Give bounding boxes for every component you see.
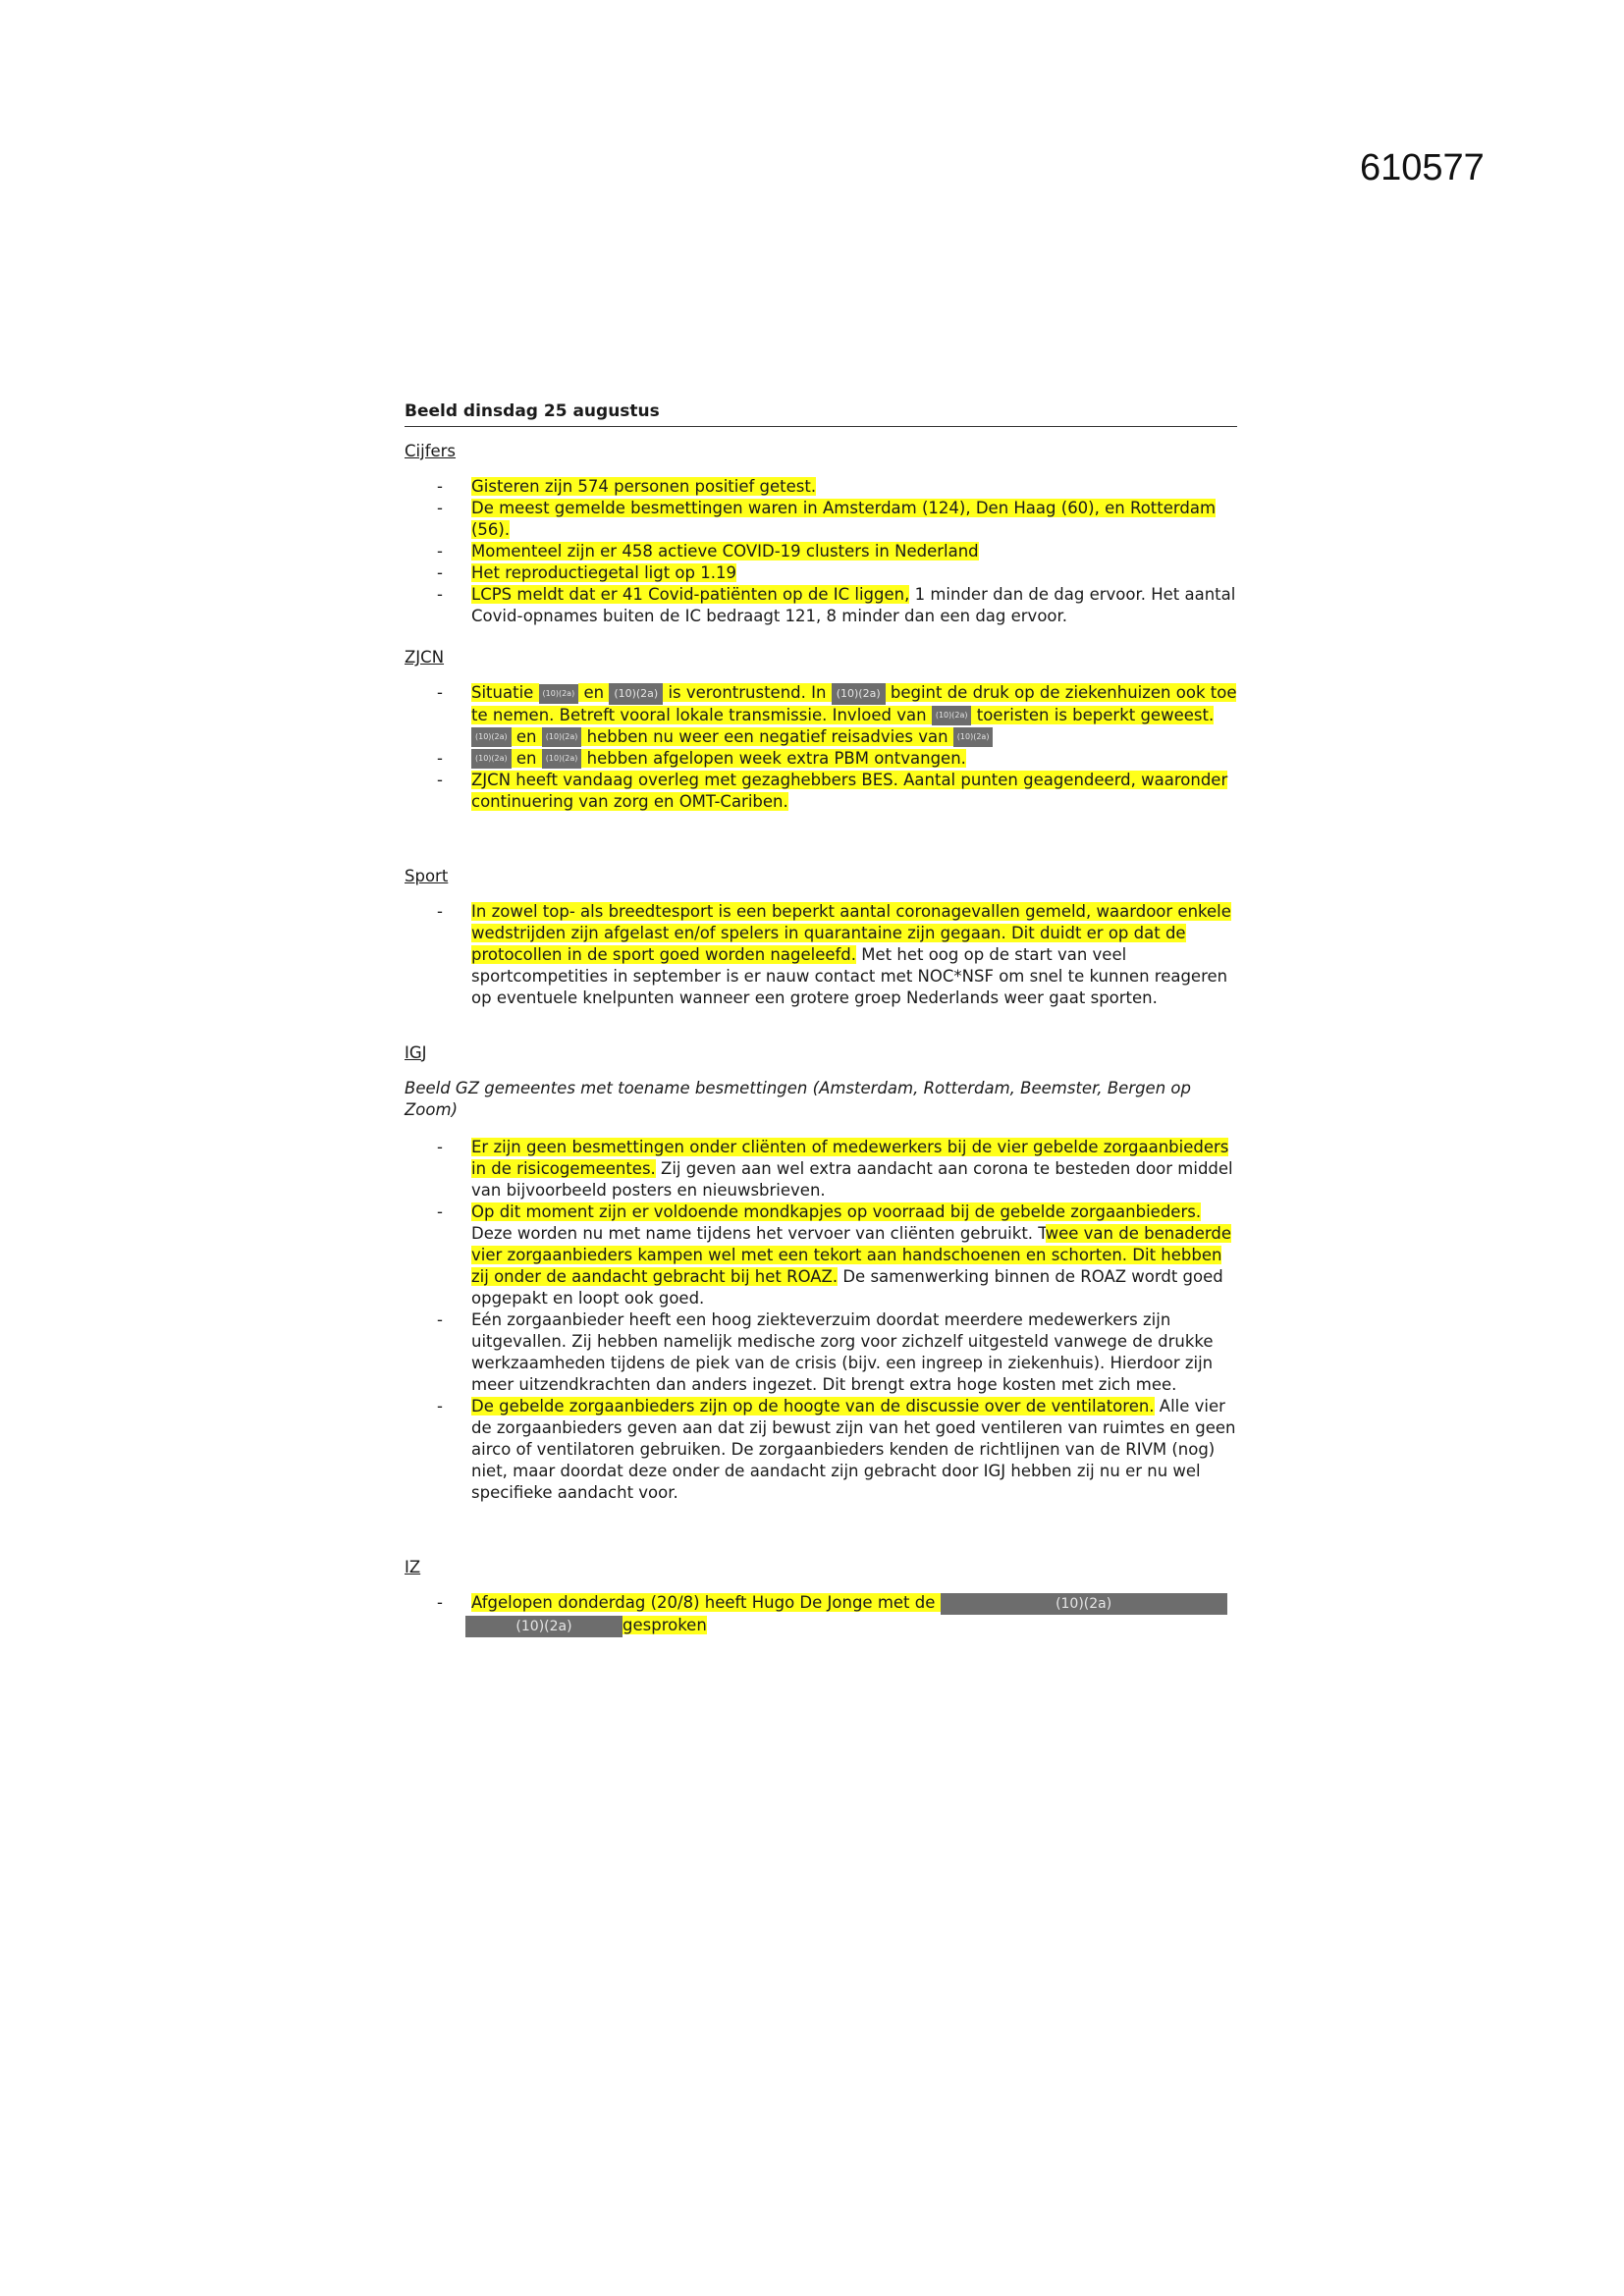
section-subtitle: Beeld GZ gemeentes met toename besmettingen (Amsterdam, Rotterdam, Beemster, Bergen op Zoom) (405, 1078, 1191, 1119)
list-item: - In zowel top- als breedtesport is een beperkt aantal coronagevallen gemeld, waardoor enkele wedstrijden zijn afgelast en/of spelers in quarantaine zijn gegaan. Dit duidt er op dat de protocollen in de sport goed worden nageleefd. Met het oog op de start van veel sportcompetities in september is er nauw contact met NOC*NSF om snel te kunnen reageren op eventuele knelpunten wanneer een grotere groep Nederlands weer gaat sporten. (405, 901, 1237, 1009)
cijfers-list (405, 476, 1237, 627)
list-item: - LCPS meldt dat er 41 Covid-patiënten op de IC liggen, 1 minder dan de dag ervoor. Het aantal Covid-opnames buiten de IC bedraagt 121, 8 minder dan een dag ervoor. (405, 584, 1237, 627)
list-item: - ZJCN heeft vandaag overleg met gezaghebbers BES. Aantal punten geagendeerd, waaronder continuering van zorg en OMT-Cariben. (405, 770, 1237, 813)
redaction-block: (10)(2a) (539, 684, 579, 704)
igj-list (405, 1137, 1237, 1504)
list-item: - Situatie (10)(2a) en (10)(2a) is verontrustend. In (10)(2a) begint de druk op de ziekenhuizen ook toe te nemen. Betreft vooral lokale transmissie. Invloed van (10)(2a) toeristen is beperkt geweest. (10)(2a) en (10)(2a) hebben nu weer een negatief reisadvies van (10)(2a) (405, 682, 1237, 748)
section-title-zjcn: ZJCN (405, 648, 445, 667)
redaction-block: (10)(2a) (832, 683, 886, 705)
list-item: - (10)(2a) en (10)(2a) hebben afgelopen week extra PBM ontvangen. (405, 748, 1237, 770)
section-title-cijfers: Cijfers (405, 442, 457, 460)
redaction-block: (10)(2a) (609, 683, 663, 705)
redaction-block: (10)(2a) (542, 727, 582, 747)
redaction-block: (10)(2a) (471, 727, 512, 747)
document-body (405, 400, 1237, 1637)
redaction-block: (10)(2a) (932, 706, 972, 725)
redaction-block: (10)(2a) (953, 727, 994, 747)
list-item: - De meest gemelde besmettingen waren in Amsterdam (124), Den Haag (60), en Rotterdam (56). (405, 498, 1237, 541)
redaction-block: (10)(2a) (542, 749, 582, 769)
list-item: - Momenteel zijn er 458 actieve COVID-19 clusters in Nederland (405, 541, 1237, 562)
document-title: Beeld dinsdag 25 augustus (405, 400, 1237, 427)
zjcn-list (405, 682, 1237, 813)
sport-list (405, 901, 1237, 1009)
list-item: - Gisteren zijn 574 personen positief getest. (405, 476, 1237, 498)
section-title-igj: IGJ (405, 1042, 427, 1062)
iz-list (405, 1592, 1237, 1637)
list-item: - Afgelopen donderdag (20/8) heeft Hugo De Jonge met de (10)(2a) (10)(2a) gesproken (405, 1592, 1237, 1637)
redaction-block: (10)(2a) (465, 1616, 623, 1637)
list-item: - Op dit moment zijn er voldoende mondkapjes op voorraad bij de gebelde zorgaanbieders. Deze worden nu met name tijdens het vervoer van cliënten gebruikt. Twee van de benaderde vier zorgaanbieders kampen wel met een tekort aan handschoenen en schorten. Dit hebben zij onder de aandacht gebracht bij het ROAZ. De samenwerking binnen de ROAZ wordt goed opgepakt en loopt ook goed. (405, 1201, 1237, 1309)
redaction-block: (10)(2a) (471, 749, 512, 769)
section-title-sport: Sport (405, 866, 449, 885)
section-title-iz: IZ (405, 1557, 421, 1576)
list-item: - Eén zorgaanbieder heeft een hoog ziekteverzuim doordat meerdere medewerkers zijn uitgevallen. Zij hebben namelijk medische zorg voor zichzelf uitgesteld vanwege de drukke werkzaamheden tijdens de piek van de crisis (bijv. een ingreep in ziekenhuis). Hierdoor zijn meer uitzendkrachten dan anders ingezet. Dit brengt extra hoge kosten met zich mee. (405, 1309, 1237, 1396)
document-number: 610577 (1360, 147, 1485, 188)
list-item: - De gebelde zorgaanbieders zijn op de hoogte van de discussie over de ventilatoren. Alle vier de zorgaanbieders geven aan dat zij bewust zijn van het goed ventileren van ruimtes en geen airco of ventilatoren gebruiken. De zorgaanbieders kenden de richtlijnen van de RIVM (nog) niet, maar doordat deze onder de aandacht zijn gebracht door IGJ hebben zij nu er nu wel specifieke aandacht voor. (405, 1396, 1237, 1504)
redaction-block: (10)(2a) (941, 1593, 1227, 1615)
list-item: - Het reproductiegetal ligt op 1.19 (405, 562, 1237, 584)
list-item: - Er zijn geen besmettingen onder cliënten of medewerkers bij de vier gebelde zorgaanbieders in de risicogemeentes. Zij geven aan wel extra aandacht aan corona te besteden door middel van bijvoorbeeld posters en nieuwsbrieven. (405, 1137, 1237, 1201)
